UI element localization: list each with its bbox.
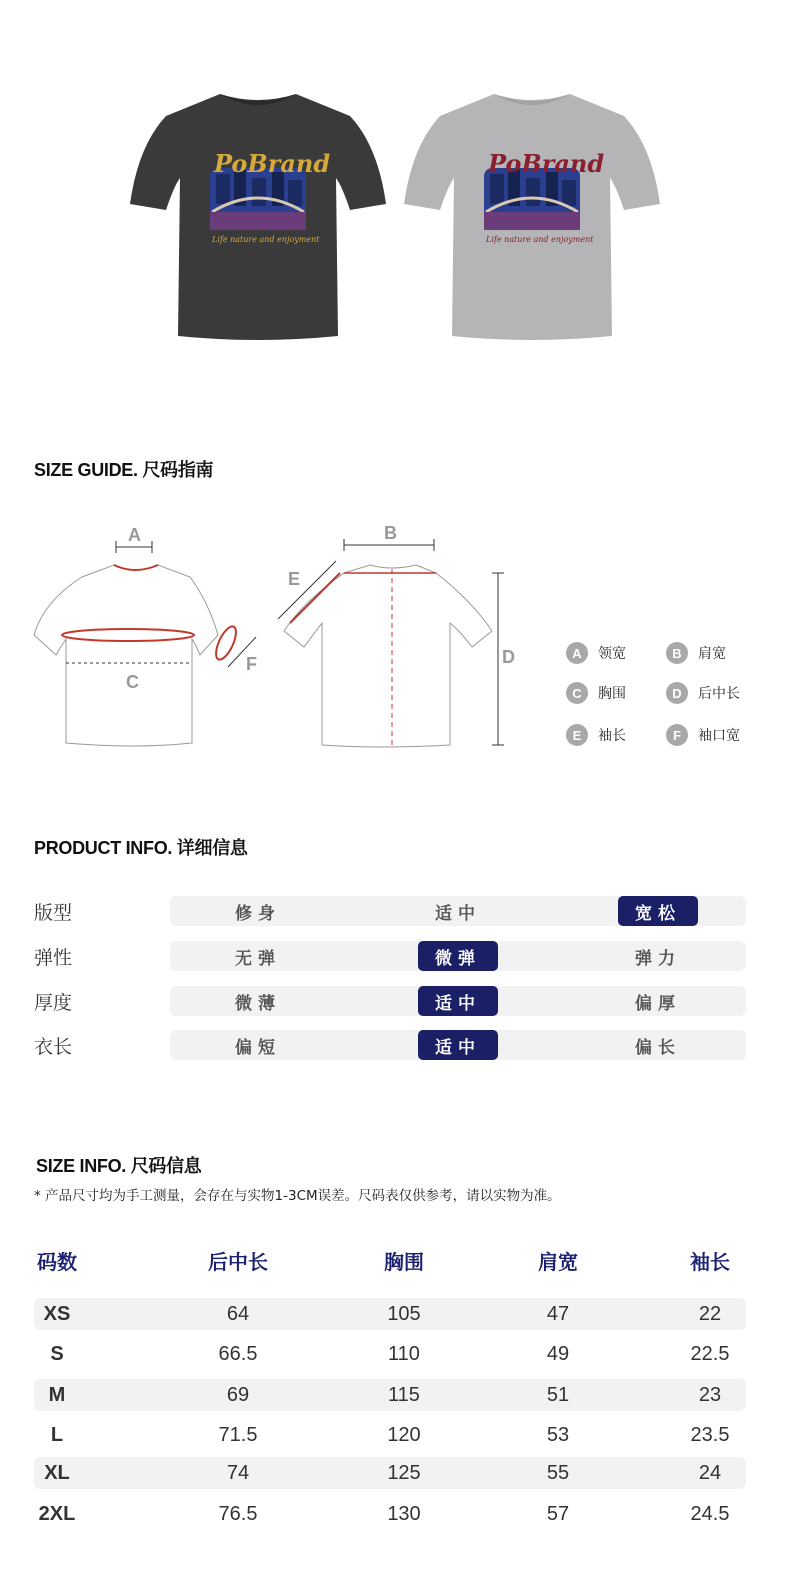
- measurement-diagram: [20, 505, 530, 775]
- cell-shoulder: 53: [546, 1423, 570, 1446]
- cell-shoulder: 55: [546, 1461, 570, 1484]
- legend-badge: D: [666, 682, 688, 704]
- option-bar: [170, 941, 746, 971]
- cell-chest: 115: [388, 1383, 420, 1406]
- cell-chest: 125: [387, 1461, 421, 1484]
- legend-item-f: [666, 724, 740, 746]
- legend-label: 后中长: [698, 686, 740, 702]
- option-bar: [170, 896, 746, 926]
- option: 无弹: [235, 948, 281, 969]
- cell-sleeve: 24: [698, 1461, 722, 1484]
- measurement-note: * 产品尺寸均为手工测量，会存在与实物1-3CM误差。尺码表仅供参考，请以实物为准。: [34, 1188, 561, 1204]
- option-selected: 适中: [418, 986, 498, 1016]
- row-label: 厚度: [34, 992, 73, 1014]
- marker-a: A: [128, 525, 141, 545]
- table-header: 码数: [37, 1249, 77, 1274]
- cell-size: XL: [44, 1461, 70, 1484]
- cell-sleeve: 24.5: [690, 1502, 730, 1525]
- cell-size: M: [48, 1383, 66, 1406]
- option: 弹力: [635, 948, 681, 969]
- black-tshirt-image: [128, 86, 388, 348]
- option-selected: 宽松: [618, 896, 698, 926]
- option: 适中: [435, 903, 481, 924]
- table-row: [34, 1419, 746, 1451]
- cell-size: XS: [43, 1302, 71, 1325]
- table-header: 胸围: [384, 1249, 424, 1274]
- table-header: 袖长: [690, 1249, 730, 1274]
- black-shirt-brand: PoBrand: [214, 149, 331, 178]
- grey-shirt-brand: PoBrand: [488, 149, 605, 178]
- cell-length: 76.5: [218, 1502, 258, 1525]
- grey-tshirt-image: [402, 86, 662, 348]
- option-bar: [170, 1030, 746, 1060]
- table-row: [34, 1338, 746, 1370]
- legend-badge: E: [566, 724, 588, 746]
- table-row: [34, 1498, 746, 1530]
- table-row: [34, 1457, 746, 1489]
- cell-length: 74: [226, 1461, 250, 1484]
- legend-badge: A: [566, 642, 588, 664]
- table-header: 肩宽: [538, 1249, 578, 1274]
- cell-chest: 110: [388, 1342, 420, 1365]
- front-view-shirt: [34, 565, 218, 746]
- cell-chest: 105: [387, 1302, 421, 1325]
- cell-sleeve: 22: [698, 1302, 722, 1325]
- legend-item-a: [566, 642, 626, 664]
- legend-label: 胸围: [598, 686, 626, 702]
- cell-sleeve: 23: [698, 1383, 722, 1406]
- product-info-row-length: [34, 1028, 746, 1062]
- marker-c: C: [126, 672, 139, 692]
- option: 修身: [235, 903, 281, 924]
- legend-label: 袖长: [598, 728, 626, 744]
- cell-shoulder: 49: [546, 1342, 570, 1365]
- option-selected: 适中: [418, 1030, 498, 1060]
- legend-item-b: [666, 642, 726, 664]
- size-info-title: SIZE INFO. 尺码信息: [36, 1156, 202, 1176]
- table-header: 后中长: [208, 1249, 268, 1274]
- cell-length: 69: [226, 1383, 250, 1406]
- option: 偏长: [635, 1037, 681, 1058]
- legend-item-c: [566, 682, 626, 704]
- cell-shoulder: 51: [546, 1383, 570, 1406]
- marker-f: F: [246, 654, 257, 674]
- cell-shoulder: 57: [546, 1502, 570, 1525]
- table-row: [34, 1298, 746, 1330]
- option-selected: 微弹: [418, 941, 498, 971]
- legend-badge: B: [666, 642, 688, 664]
- size-guide-title: SIZE GUIDE. 尺码指南: [34, 460, 214, 480]
- option: 偏厚: [635, 993, 681, 1014]
- product-info-row-fit: [34, 894, 746, 928]
- marker-e: E: [288, 569, 301, 589]
- cell-sleeve: 22.5: [690, 1342, 730, 1365]
- legend-item-e: [566, 724, 626, 746]
- cell-length: 66.5: [218, 1342, 258, 1365]
- cell-length: 71.5: [218, 1423, 258, 1446]
- legend-badge: C: [566, 682, 588, 704]
- row-label: 弹性: [34, 947, 73, 969]
- row-label: 衣长: [34, 1036, 73, 1058]
- product-info-title: PRODUCT INFO. 详细信息: [34, 838, 248, 858]
- option: 微薄: [235, 993, 281, 1014]
- option-bar: [170, 986, 746, 1016]
- grey-shirt-tagline: Life nature and enjoyment: [486, 235, 594, 244]
- back-view-shirt: [284, 565, 492, 747]
- legend-label: 领宽: [598, 646, 626, 662]
- legend-badge: F: [666, 724, 688, 746]
- legend-label: 肩宽: [698, 646, 726, 662]
- measurement-legend: [566, 642, 776, 762]
- cell-shoulder: 47: [546, 1302, 570, 1325]
- cell-sleeve: 23.5: [690, 1423, 730, 1446]
- cell-chest: 120: [387, 1423, 421, 1446]
- black-shirt-tagline: Life nature and enjoyment: [212, 235, 320, 244]
- row-label: 版型: [34, 902, 73, 924]
- cell-size: S: [50, 1342, 64, 1365]
- cell-size: L: [50, 1423, 64, 1446]
- option: 偏短: [235, 1037, 281, 1058]
- cell-chest: 130: [387, 1502, 421, 1525]
- product-images: [0, 0, 790, 400]
- product-info-row-elasticity: [34, 939, 746, 973]
- marker-d: D: [502, 647, 515, 667]
- legend-label: 袖口宽: [698, 728, 740, 744]
- marker-b: B: [384, 523, 397, 543]
- table-row: [34, 1379, 746, 1411]
- cell-size: 2XL: [38, 1502, 76, 1525]
- product-info-row-thickness: [34, 984, 746, 1018]
- cell-length: 64: [226, 1302, 250, 1325]
- legend-item-d: [666, 682, 740, 704]
